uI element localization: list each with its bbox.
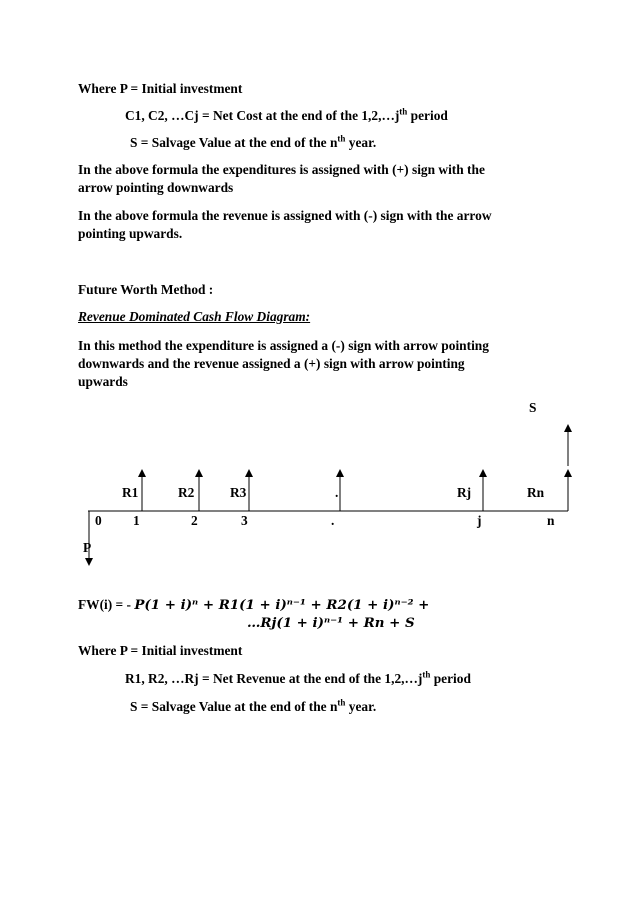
investment-label-p: P (83, 540, 92, 555)
period-label-dot: . (331, 513, 335, 528)
net-cost-line: C1, C2, …Cj = Net Cost at the end of the $1,2,\dots j^{th}$ period (125, 106, 448, 123)
period-label-0: 0 (95, 513, 102, 528)
period-label-n: n (547, 513, 555, 528)
section-heading: Future Worth Method : (78, 282, 214, 297)
revenue-label-r3: R3 (230, 485, 247, 500)
section-subheading: Revenue Dominated Cash Flow Diagram: (78, 309, 311, 324)
formula-line1: FW(i) = - P(1 + i)ⁿ + R1(1 + i)ⁿ⁻¹ + R2(1 + i)ⁿ⁻² + (78, 597, 430, 613)
revenue-label-rn: Rn (527, 485, 545, 500)
revenue-label-r2: R2 (178, 485, 195, 500)
period-label-1: 1 (133, 513, 140, 528)
expenditure-para-line1: In the above formula the expenditures is assigned with (+) sign with the (78, 162, 485, 177)
net-revenue-line: R1, R2, …Rj = Net Revenue at the end of the $1,2,\dots j^{th}$ period (125, 669, 471, 686)
salvage-label: S (529, 400, 537, 415)
revenue-para-line1: In the above formula the revenue is assigned with (-) sign with the arrow (78, 208, 492, 223)
method-para-line3: upwards (78, 374, 128, 389)
revenue-para-line2: pointing upwards. (78, 226, 183, 241)
period-label-j: j (477, 513, 482, 528)
salvage-line-2: S = Salvage Value at the end of the $n^{th}$ year. (130, 697, 377, 714)
period-label-2: 2 (191, 513, 198, 528)
period-label-3: 3 (241, 513, 248, 528)
revenue-label-r1: R1 (122, 485, 139, 500)
where-p-line: Where P = Initial investment (78, 81, 243, 96)
formula-line2: …Rj(1 + i)ⁿ⁻¹ + Rn + S (247, 615, 415, 631)
revenue-label-rj: Rj (457, 485, 472, 500)
salvage-line: S = Salvage Value at the end of the $n^{th}$ year. (130, 133, 377, 150)
revenue-label-dot: . (335, 485, 339, 500)
expenditure-para-line2: arrow pointing downwards (78, 180, 234, 195)
method-para-line2: downwards and the revenue assigned a (+) sign with arrow pointing (78, 356, 465, 371)
method-para-line1: In this method the expenditure is assigned a (-) sign with arrow pointing (78, 338, 489, 353)
where-p-line-2: Where P = Initial investment (78, 643, 243, 658)
